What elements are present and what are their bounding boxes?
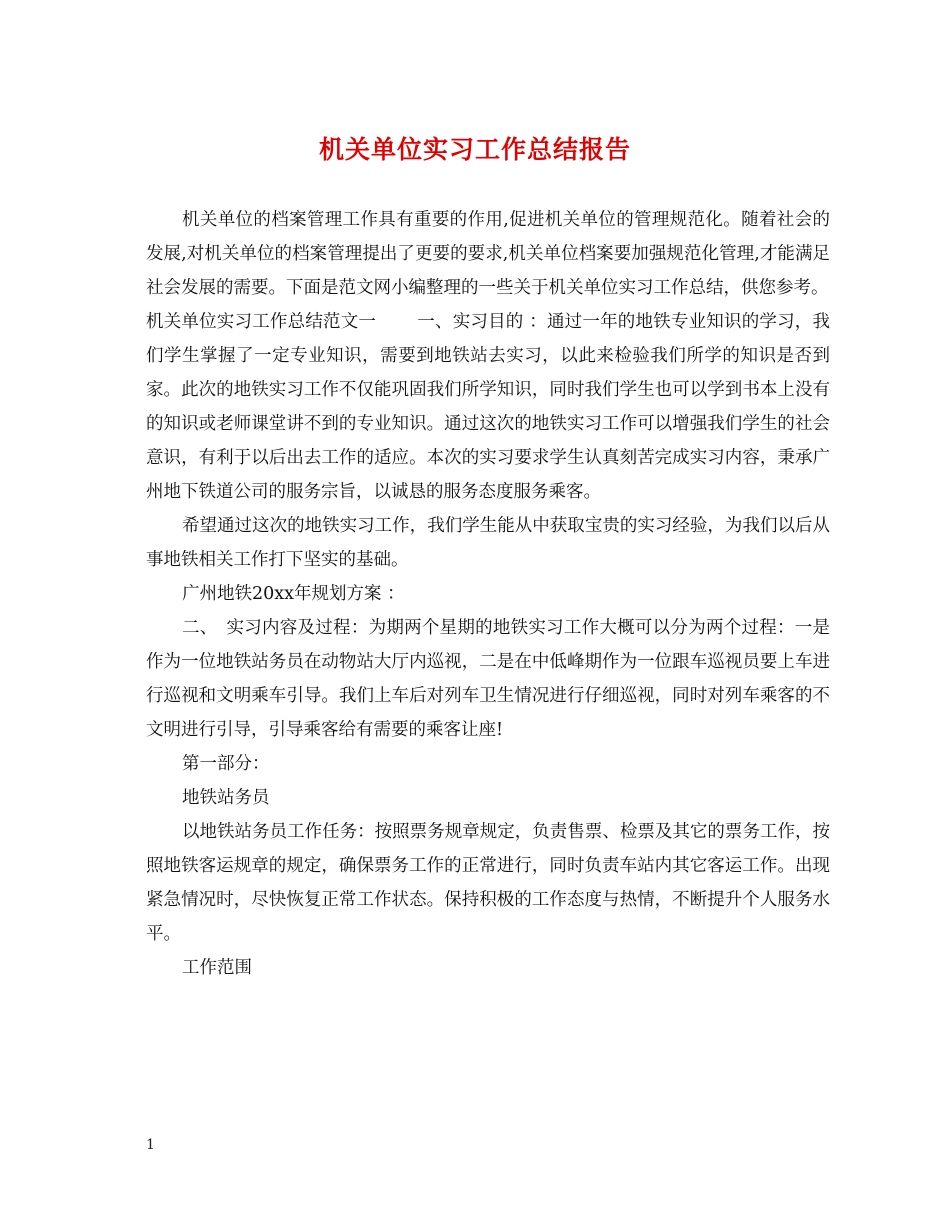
paragraph-staff-tasks: 以地铁站务员工作任务：按照票务规章规定，负责售票、检票及其它的票务工作，按照地铁客运规章的规定，确保票务工作的正常进行，同时负责车站内其它客运工作。出现紧急情况时，尽快恢复正常工作状态。保持积极的工作态度与热情，不断提升个人服务水平。 [146, 822, 830, 944]
document-title: 机关单位实习工作总结报告 [318, 135, 631, 164]
paragraph-work-scope: 工作范围 [182, 958, 252, 978]
document-body [146, 203, 830, 985]
paragraph-internship-content: 二、 实习内容及过程：为期两个星期的地铁实习工作大概可以分为两个过程：一是作为一位地铁站务员在动物站大厅内巡视，二是在中低峰期作为一位跟车巡视员要上车进行巡视和文明乘车引导。我们上车后对列车卫生情况进行仔细巡视，同时对列车乘客的不文明进行引导，引导乘客给有需要的乘客让座! [146, 618, 830, 740]
paragraph-internship-purpose: 机关单位实习工作总结范文一 一、实习目的 ：通过一年的地铁专业知识的学习，我们学生掌握了一定专业知识，需要到地铁站去实习，以此来检验我们所学的知识是否到家。此次的地铁实习工作不仅能巩固我们所学知识，同时我们学生也可以学到书本上没有的知识或老师课堂讲不到的专业知识。通过这次的地铁实习工作可以增强我们学生的社会意识，有利于以后出去工作的适应。本次的实习要求学生认真刻苦完成实习内容，秉承广州地下铁道公司的服务宗旨，以诚恳的服务态度服务乘客。 [146, 312, 830, 502]
paragraph-station-staff: 地铁站务员 [182, 788, 270, 808]
paragraph-part-one: 第一部分： [182, 754, 270, 774]
page-number: 1 [146, 1137, 155, 1153]
paragraph-hope: 希望通过这次的地铁实习工作，我们学生能从中获取宝贵的实习经验，为我们以后从事地铁相关工作打下坚实的基础。 [146, 516, 830, 570]
paragraph-intro: 机关单位的档案管理工作具有重要的作用,促进机关单位的管理规范化。随着社会的发展,对机关单位的档案管理提出了更要的要求,机关单位档案要加强规范化管理,才能满足社会发展的需要。下面是范文网小编整理的一些关于机关单位实习工作总结，供您参考。 [146, 210, 830, 298]
paragraph-plan-heading: 广州地铁20xx年规划方案 ： [182, 584, 405, 604]
